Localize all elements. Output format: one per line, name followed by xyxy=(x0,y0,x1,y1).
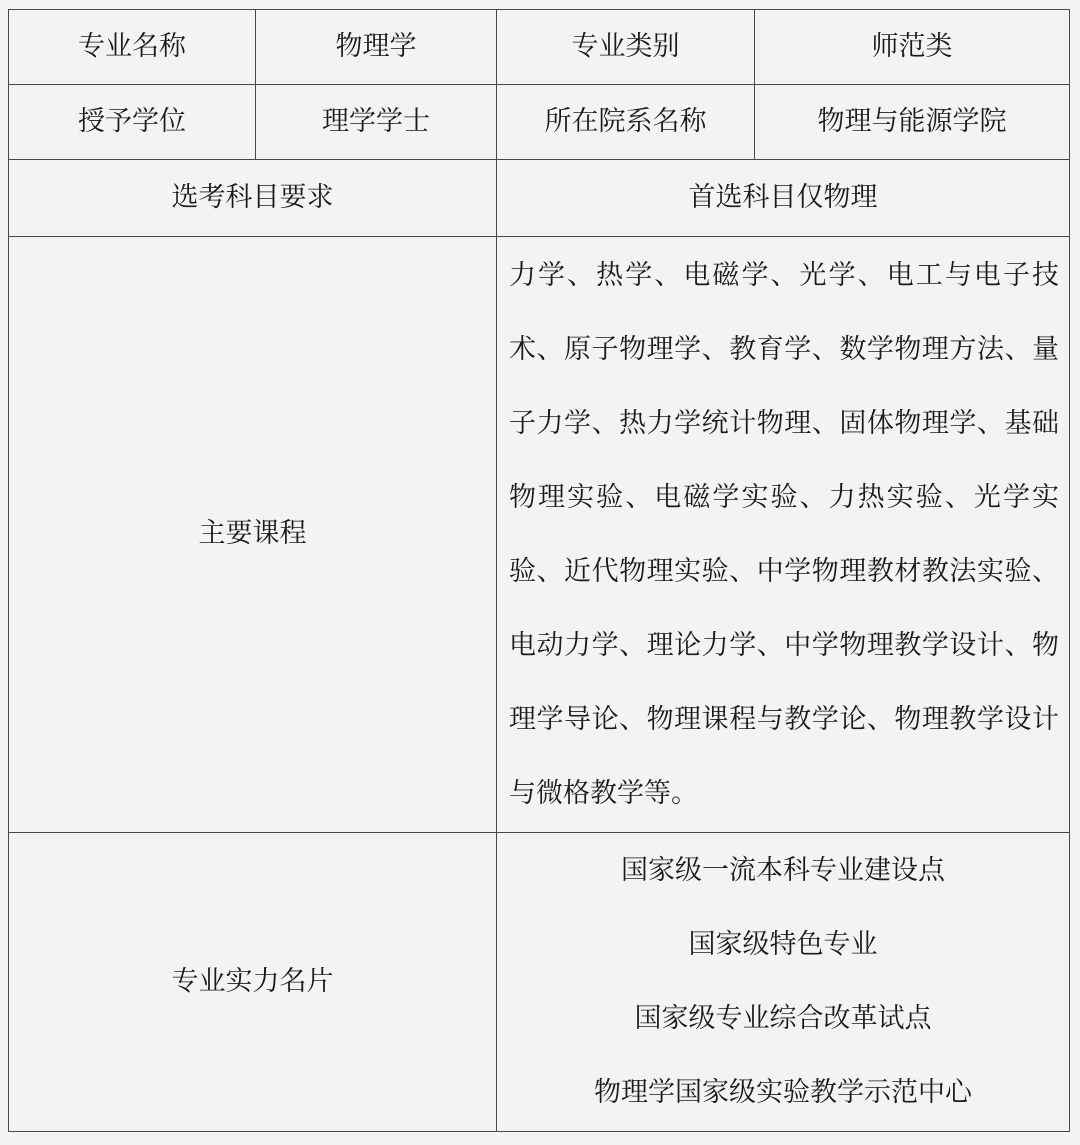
table-row xyxy=(9,833,1070,1132)
courses-value: 力学、热学、电磁学、光学、电工与电子技术、原子物理学、教育学、数学物理方法、量子力学、热力学统计物理、固体物理学、基础物理实验、电磁学实验、力热实验、光学实验、近代物理实验、中学物理教材教法实验、电动力学、理论力学、中学物理教学设计、物理学导论、物理课程与教学论、物理教学设计与微格教学等。 xyxy=(497,237,1070,833)
department-label: 所在院系名称 xyxy=(497,85,755,160)
degree-value: 理学学士 xyxy=(256,85,497,160)
strength-item: 国家级特色专业 xyxy=(688,929,878,960)
category-label: 专业类别 xyxy=(497,10,755,85)
degree-label: 授予学位 xyxy=(9,85,256,160)
major-name-value: 物理学 xyxy=(256,10,497,85)
strength-item: 国家级专业综合改革试点 xyxy=(634,1003,932,1034)
table-row xyxy=(9,160,1070,237)
subject-requirement-label: 选考科目要求 xyxy=(9,160,497,237)
category-value: 师范类 xyxy=(755,10,1070,85)
department-value: 物理与能源学院 xyxy=(755,85,1070,160)
table-row xyxy=(9,237,1070,833)
major-name-label: 专业名称 xyxy=(9,10,256,85)
program-info-table xyxy=(8,9,1070,1132)
strength-item: 国家级一流本科专业建设点 xyxy=(621,855,945,886)
table-row xyxy=(9,85,1070,160)
strength-label: 专业实力名片 xyxy=(9,833,497,1132)
subject-requirement-value: 首选科目仅物理 xyxy=(497,160,1070,237)
strength-list xyxy=(497,833,1070,1132)
table-row xyxy=(9,10,1070,85)
courses-label: 主要课程 xyxy=(9,237,497,833)
strength-item: 物理学国家级实验教学示范中心 xyxy=(594,1077,972,1108)
